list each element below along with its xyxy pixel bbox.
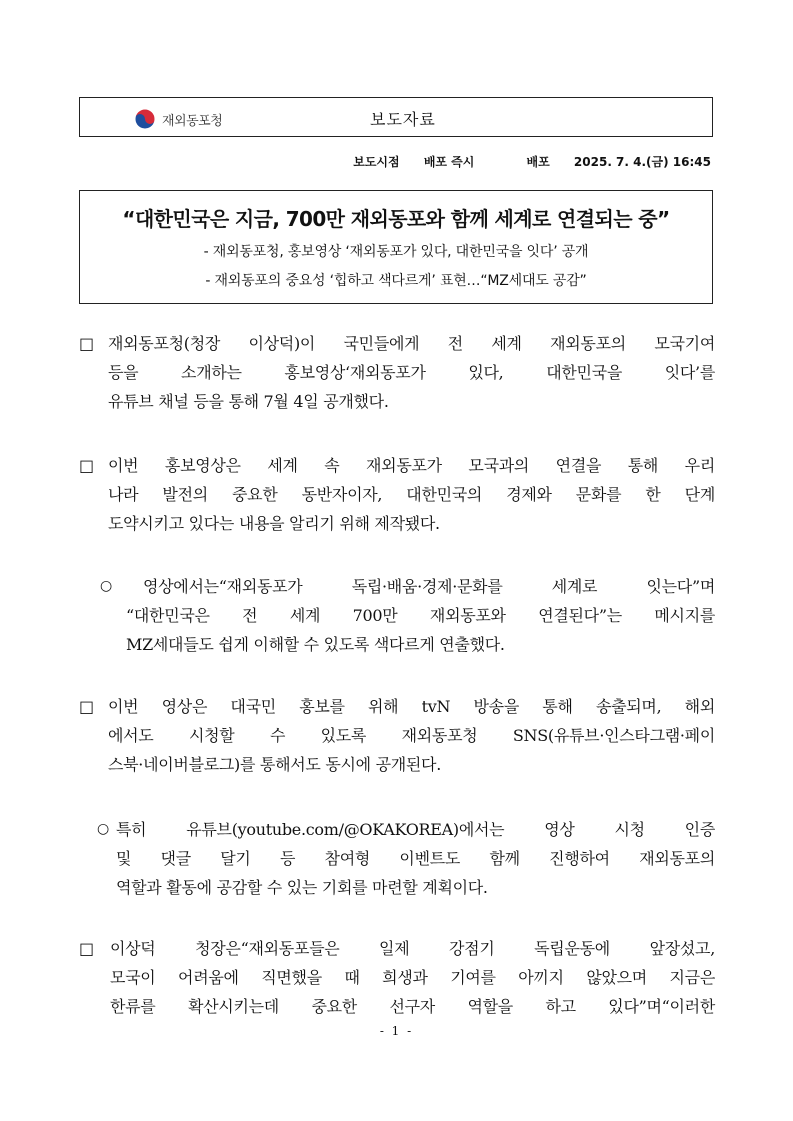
paragraph-line: 나라 발전의 중요한 동반자이자, 대한민국의 경제와 문화를 한 단계 bbox=[108, 485, 715, 504]
paragraph-line: 스북·네이버블로그)를 통해서도 동시에 공개된다. bbox=[108, 755, 441, 774]
paragraph-line: 유튜브 채널 등을 통해 7월 4일 공개했다. bbox=[108, 392, 389, 411]
paragraph-line: 특히 유튜브(youtube.com/@OKAKOREA)에서는 영상 시청 인증 bbox=[116, 820, 715, 839]
header-box bbox=[79, 97, 713, 137]
paragraph-line: 역할과 활동에 공감할 수 있는 기회를 마련할 계획이다. bbox=[116, 878, 488, 897]
release-time-value: 배포 즉시 bbox=[423, 155, 475, 169]
circle-bullet: ○ bbox=[100, 578, 112, 594]
paragraph-line: 모국이 어려움에 직면했을 때 희생과 기여를 아끼지 않았으며 지금은 bbox=[110, 968, 715, 987]
paragraph-line: 재외동포청(청장 이상덕)이 국민들에게 전 세계 재외동포의 모국기여 bbox=[108, 334, 715, 353]
logo-text: 재외동포청 bbox=[162, 113, 223, 129]
paragraph-2 bbox=[79, 451, 715, 538]
page-number: - 1 - bbox=[379, 1024, 414, 1038]
paragraph-line: 이상덕 청장은“재외동포들은 일제 강점기 독립운동에 앞장섰고, bbox=[110, 939, 715, 958]
paragraph-line: 및 댓글 달기 등 참여형 이벤트도 함께 진행하여 재외동포의 bbox=[116, 849, 715, 868]
taegeuk-logo-icon bbox=[134, 108, 156, 130]
square-bullet: □ bbox=[79, 697, 94, 716]
paragraph-line: 이번 영상은 대국민 홍보를 위해 tvN 방송을 통해 송출되며, 해외 bbox=[108, 697, 715, 716]
square-bullet: □ bbox=[79, 939, 94, 958]
paragraph-1 bbox=[79, 329, 715, 416]
paragraph-6 bbox=[79, 934, 715, 1021]
subheadline-2: - 재외동포의 중요성 ‘힙하고 색다르게’ 표현…“MZ세대도 공감” bbox=[205, 273, 587, 289]
paragraph-line: 도약시키고 있다는 내용을 알리기 위해 제작됐다. bbox=[108, 514, 440, 533]
paragraph-line: 에서도 시청할 수 있도록 재외동포청 SNS(유튜브·인스타그램·페이 bbox=[108, 726, 715, 745]
paragraph-line: 이번 홍보영상은 세계 속 재외동포가 모국과의 연결을 통해 우리 bbox=[108, 456, 715, 475]
paragraph-line: MZ세대들도 쉽게 이해할 수 있도록 색다르게 연출했다. bbox=[126, 635, 505, 654]
release-time-label: 보도시점 bbox=[353, 155, 400, 169]
headline-box bbox=[79, 190, 713, 304]
paragraph-line: 등을 소개하는 홍보영상‘재외동포가 있다, 대한민국을 잇다’를 bbox=[108, 363, 715, 382]
circle-bullet: ○ bbox=[97, 821, 109, 837]
square-bullet: □ bbox=[79, 334, 94, 353]
paragraph-3 bbox=[100, 572, 715, 659]
headline: “대한민국은 지금, 700만 재외동포와 함께 세계로 연결되는 중” bbox=[122, 207, 670, 231]
document-type-title: 보도자료 bbox=[370, 110, 436, 129]
paragraph-4 bbox=[79, 692, 715, 779]
subheadline-1: - 재외동포청, 홍보영상 ‘재외동포가 있다, 대한민국을 잇다’ 공개 bbox=[203, 244, 589, 260]
distribution-label: 배포 bbox=[526, 155, 550, 169]
paragraph-5 bbox=[97, 815, 715, 902]
paragraph-line: 한류를 확산시키는데 중요한 선구자 역할을 하고 있다”며“이러한 bbox=[110, 997, 715, 1016]
paragraph-line: 영상에서는“재외동포가 독립·배움·경제·문화를 세계로 잇는다”며 bbox=[143, 577, 715, 596]
release-info bbox=[79, 153, 711, 170]
paragraph-line: “대한민국은 전 세계 700만 재외동포와 연결된다”는 메시지를 bbox=[126, 606, 715, 625]
agency-logo bbox=[134, 108, 222, 130]
distribution-date: 2025. 7. 4.(금) 16:45 bbox=[573, 155, 711, 169]
square-bullet: □ bbox=[79, 456, 94, 475]
